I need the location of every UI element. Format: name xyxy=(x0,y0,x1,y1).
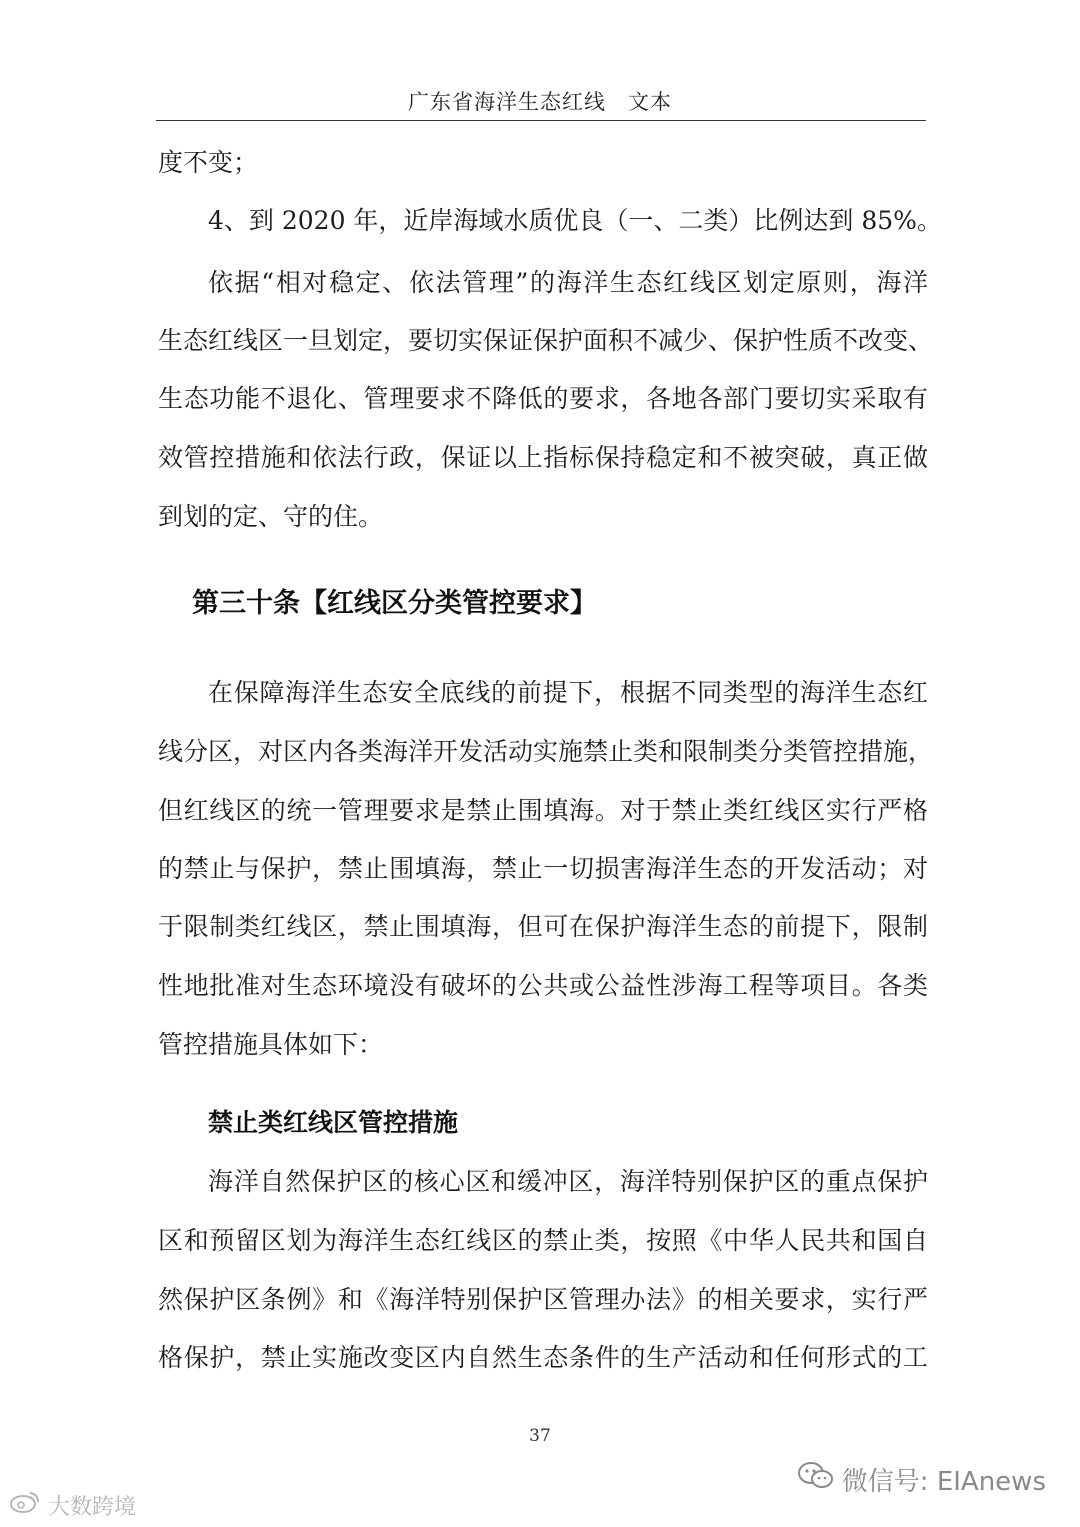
text-line: 依据“相对稳定、依法管理”的海洋生态红线区划定原则，海洋 xyxy=(208,268,928,297)
wechat-icon xyxy=(798,1461,834,1498)
text-line: 区和预留区划为海洋生态红线区的禁止类，按照《中华人民共和国自 xyxy=(158,1226,928,1255)
weibo-icon xyxy=(8,1489,42,1521)
section-heading: 禁止类红线区管控措施 xyxy=(208,1108,459,1137)
brand-watermark xyxy=(8,1490,136,1520)
text-line: 生态红线区一旦划定，要切实保证保护面积不减少、保护性质不改变、 xyxy=(158,326,934,355)
text-line: 线分区，对区内各类海洋开发活动实施禁止类和限制类分类管控措施， xyxy=(158,737,934,766)
text-line: 性地批准对生态环境没有破坏的公共或公益性涉海工程等项目。各类 xyxy=(158,971,928,1000)
text-line: 然保护区条例》和《海洋特别保护区管理办法》的相关要求，实行严 xyxy=(158,1285,928,1314)
text-line: 格保护，禁止实施改变区内自然生态条件的生产活动和任何形式的工 xyxy=(158,1343,928,1372)
text-line: 在保障海洋生态安全底线的前提下，根据不同类型的海洋生态红 xyxy=(208,678,928,707)
article-heading: 第三十条【红线区分类管控要求】 xyxy=(192,588,597,619)
text-line: 于限制类红线区，禁止围填海，但可在保护海洋生态的前提下，限制 xyxy=(158,912,928,941)
text-line: 生态功能不退化、管理要求不降低的要求，各地各部门要切实采取有 xyxy=(158,384,928,413)
list-item: 4、到 2020 年，近岸海域水质优良（一、二类）比例达到 85%。 xyxy=(208,206,942,235)
brand-text: 大数跨境 xyxy=(48,1494,137,1520)
running-header: 广东省海洋生态红线 文本 xyxy=(408,90,672,114)
wechat-id-text: 微信号: EIAnews xyxy=(841,1466,1046,1497)
text-line: 度不变； xyxy=(158,148,259,177)
header-divider xyxy=(156,120,926,121)
text-line: 效管控措施和依法行政，保证以上指标保持稳定和不被突破，真正做 xyxy=(158,443,928,472)
wechat-watermark xyxy=(798,1461,1046,1497)
text-line: 海洋自然保护区的核心区和缓冲区，海洋特别保护区的重点保护 xyxy=(208,1167,928,1196)
text-line: 管控措施具体如下： xyxy=(158,1030,384,1059)
text-line: 但红线区的统一管理要求是禁止围填海。对于禁止类红线区实行严格 xyxy=(158,796,928,825)
text-line: 的禁止与保护，禁止围填海，禁止一切损害海洋生态的开发活动；对 xyxy=(158,854,928,883)
text-line: 到划的定、守的住。 xyxy=(158,502,384,531)
page-number: 37 xyxy=(529,1426,551,1446)
